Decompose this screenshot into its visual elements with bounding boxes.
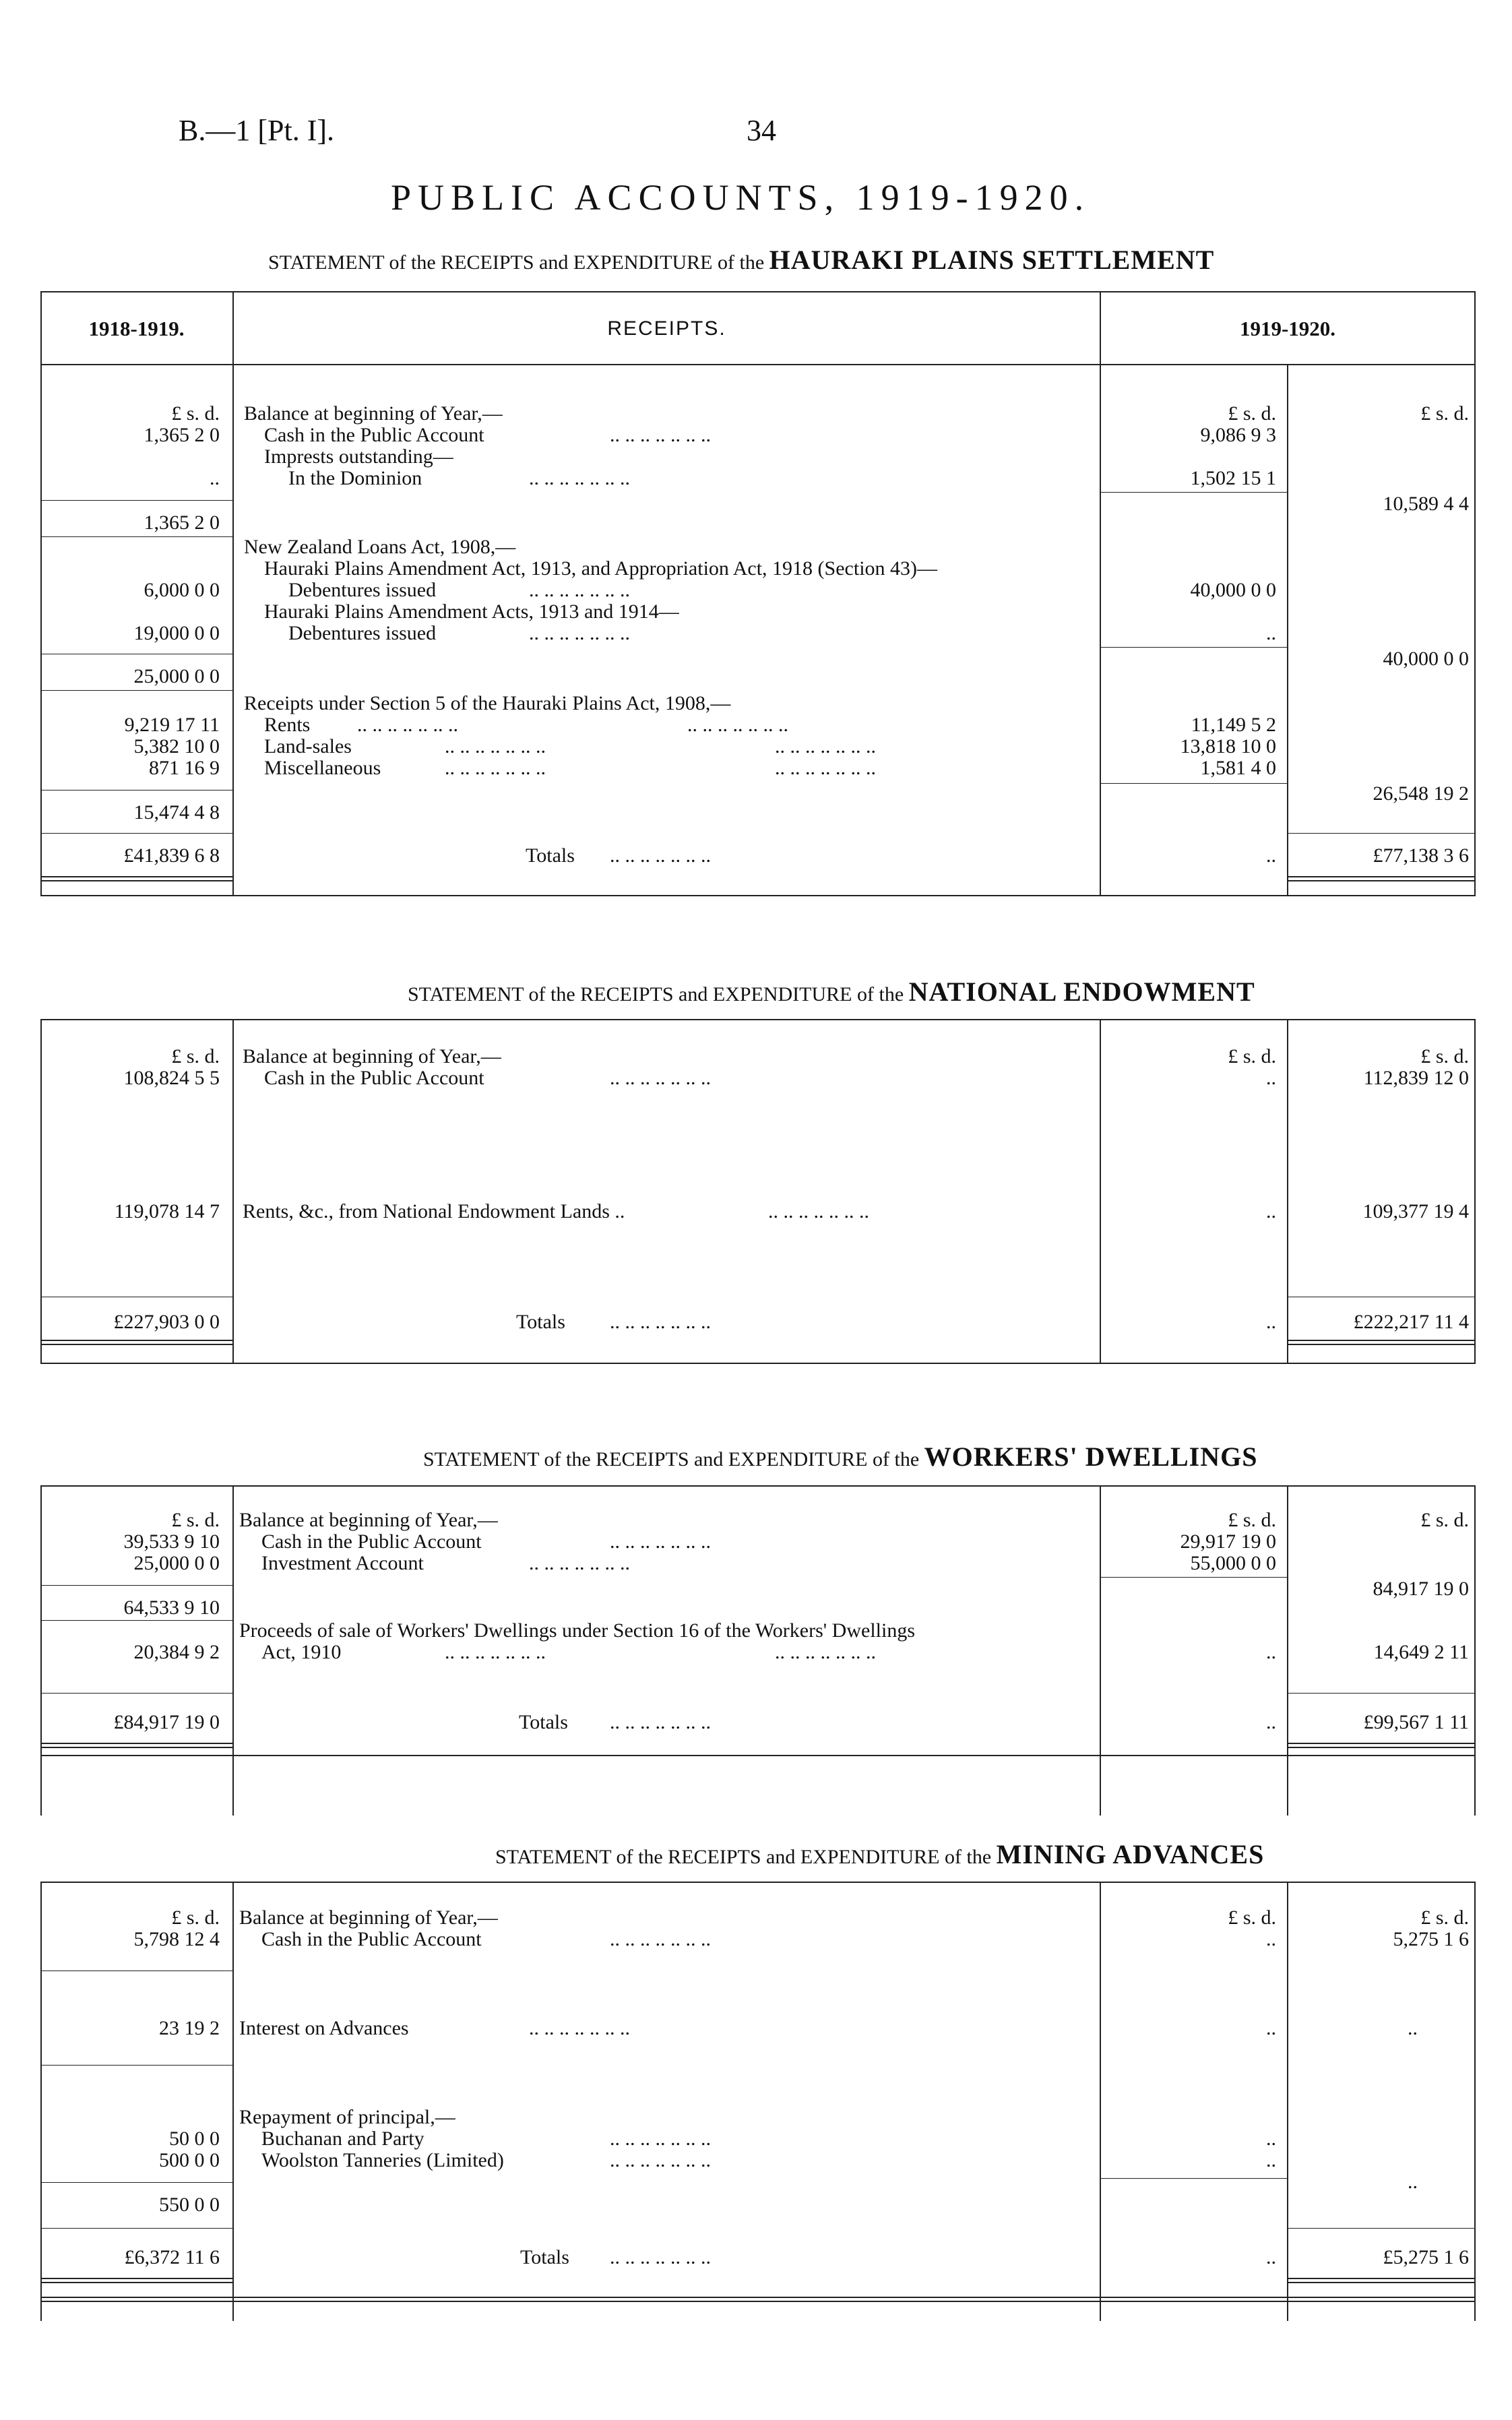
row-label: Balance at beginning of Year,— xyxy=(243,1045,501,1067)
rule xyxy=(1101,492,1287,493)
amount-b: .. xyxy=(1408,2017,1418,2039)
rule xyxy=(1288,833,1474,834)
amount-a: .. xyxy=(1266,622,1276,644)
amount-b: 14,649 2 11 xyxy=(1373,1641,1469,1663)
amount-a: 1,581 4 0 xyxy=(1200,757,1276,779)
leader-dots: .. .. .. .. .. .. .. xyxy=(610,844,711,867)
hauraki-title xyxy=(268,244,1214,276)
workers-title-name: WORKERS' DWELLINGS xyxy=(924,1441,1258,1472)
totals-label: Totals xyxy=(520,2246,569,2268)
totals-a: .. xyxy=(1266,1711,1276,1733)
prev-value: 50 0 0 xyxy=(169,2128,220,2150)
unit-b: £ s. d. xyxy=(1420,1906,1469,1929)
rule xyxy=(42,2065,232,2066)
document-code: B.—1 [Pt. I]. xyxy=(179,114,334,147)
leader-dots: .. .. .. .. .. .. .. xyxy=(768,1200,869,1222)
rule xyxy=(40,1882,1476,1883)
rule xyxy=(232,291,234,896)
leader-dots: .. .. .. .. .. .. .. xyxy=(445,757,546,779)
unit-prev: £ s. d. xyxy=(171,1906,220,1929)
unit-a: £ s. d. xyxy=(1228,1045,1276,1067)
rule xyxy=(40,2297,1476,2298)
amount-a: .. xyxy=(1266,1200,1276,1222)
amount-a: .. xyxy=(1266,2017,1276,2039)
row-label: Rents xyxy=(264,714,311,736)
rule xyxy=(1474,1485,1476,1816)
national-title xyxy=(408,976,1255,1007)
unit-b: £ s. d. xyxy=(1420,1509,1469,1531)
rule xyxy=(42,500,232,501)
rule xyxy=(42,1585,232,1586)
rule xyxy=(40,1019,42,1364)
rule xyxy=(1101,783,1287,784)
unit-a: £ s. d. xyxy=(1228,1906,1276,1929)
amount-a: 1,502 15 1 xyxy=(1190,467,1276,489)
amount-a: .. xyxy=(1266,1641,1276,1663)
amount-a: 55,000 0 0 xyxy=(1190,1552,1276,1574)
prev-subtotal: 64,533 9 10 xyxy=(123,1596,220,1619)
rule xyxy=(42,536,232,537)
rule xyxy=(1100,291,1101,896)
row-label: Hauraki Plains Amendment Act, 1913, and Appropriation Act, 1918 (Section 43)— xyxy=(264,557,938,580)
row-label: Land-sales xyxy=(264,735,352,757)
leader-dots: .. .. .. .. .. .. .. xyxy=(445,1641,546,1663)
national-title-prefix: STATEMENT of the RECEIPTS and EXPENDITURE of the xyxy=(408,983,904,1005)
rule xyxy=(42,1344,232,1345)
totals-a: .. xyxy=(1266,844,1276,867)
leader-dots: .. .. .. .. .. .. .. xyxy=(610,2128,711,2150)
leader-dots: .. .. .. .. .. .. .. xyxy=(529,1552,630,1574)
prev-value: 20,384 9 2 xyxy=(133,1641,220,1663)
leader-dots: .. .. .. .. .. .. .. xyxy=(610,1928,711,1950)
row-label: Interest on Advances xyxy=(239,2017,409,2039)
prev-subtotal: 25,000 0 0 xyxy=(133,665,220,687)
unit-a: £ s. d. xyxy=(1228,402,1276,425)
row-label: Cash in the Public Account xyxy=(264,424,484,446)
leader-dots: .. .. .. .. .. .. .. xyxy=(610,1311,711,1333)
prev-value: 5,382 10 0 xyxy=(133,735,220,757)
leader-dots: .. .. .. .. .. .. .. xyxy=(357,714,458,736)
leader-dots: .. .. .. .. .. .. .. xyxy=(775,735,876,757)
amount-a: .. xyxy=(1266,2128,1276,2150)
rule xyxy=(40,291,42,896)
rule xyxy=(42,1620,232,1621)
workers-title-prefix: STATEMENT of the RECEIPTS and EXPENDITURE of the xyxy=(423,1448,920,1470)
totals-b: £5,275 1 6 xyxy=(1383,2246,1469,2268)
prev-value: 23 19 2 xyxy=(159,2017,220,2039)
leader-dots: .. .. .. .. .. .. .. xyxy=(610,2246,711,2268)
row-label: Debentures issued xyxy=(288,622,437,644)
totals-b: £222,217 11 4 xyxy=(1353,1311,1469,1333)
leader-dots: .. .. .. .. .. .. .. xyxy=(610,1067,711,1089)
hauraki-title-prefix: STATEMENT of the RECEIPTS and EXPENDITURE of the xyxy=(268,251,765,274)
rule xyxy=(1101,1577,1287,1578)
unit-prev: £ s. d. xyxy=(171,1509,220,1531)
leader-dots: .. .. .. .. .. .. .. xyxy=(610,1711,711,1733)
prev-value: 25,000 0 0 xyxy=(133,1552,220,1574)
prev-value: 9,219 17 11 xyxy=(124,714,220,736)
amount-a: .. xyxy=(1266,1928,1276,1950)
rule xyxy=(232,1882,234,2321)
rule xyxy=(1287,1485,1288,1816)
mining-title-name: MINING ADVANCES xyxy=(996,1839,1265,1869)
row-label: Rents, &c., from National Endowment Lands .. xyxy=(243,1200,625,1222)
rule xyxy=(232,1485,234,1816)
rule xyxy=(40,1363,1476,1364)
rule xyxy=(1288,1344,1474,1345)
rule xyxy=(1100,1019,1101,1364)
row-label: New Zealand Loans Act, 1908,— xyxy=(244,536,516,558)
rule xyxy=(42,690,232,691)
rule xyxy=(40,1485,1476,1487)
rule xyxy=(40,1882,42,2321)
amount-a: .. xyxy=(1266,2149,1276,2171)
leader-dots: .. .. .. .. .. .. .. xyxy=(610,2149,711,2171)
rule xyxy=(1288,1693,1474,1694)
leader-dots: .. .. .. .. .. .. .. xyxy=(687,714,788,736)
rule xyxy=(1474,291,1476,896)
leader-dots: .. .. .. .. .. .. .. xyxy=(775,1641,876,1663)
hauraki-title-name: HAURAKI PLAINS SETTLEMENT xyxy=(769,245,1215,275)
leader-dots: .. .. .. .. .. .. .. xyxy=(610,424,711,446)
totals-label: Totals xyxy=(526,844,575,867)
rule xyxy=(42,876,232,877)
prev-value: 39,533 9 10 xyxy=(123,1530,220,1553)
totals-prev: £6,372 11 6 xyxy=(124,2246,220,2268)
rule xyxy=(1474,1882,1476,2321)
rule xyxy=(40,1019,1476,1020)
row-label: Debentures issued xyxy=(288,579,437,601)
rule xyxy=(1288,880,1474,881)
prev-value: 108,824 5 5 xyxy=(123,1067,220,1089)
prev-value: 5,798 12 4 xyxy=(133,1928,220,1950)
row-label: Cash in the Public Account xyxy=(261,1530,482,1553)
totals-b: £77,138 3 6 xyxy=(1373,844,1469,867)
amount-b: 84,917 19 0 xyxy=(1373,1578,1469,1600)
row-label: Miscellaneous xyxy=(264,757,381,779)
row-label: Imprests outstanding— xyxy=(264,445,453,468)
totals-a: .. xyxy=(1266,1311,1276,1333)
rule xyxy=(1101,2178,1287,2179)
rule xyxy=(1287,364,1288,896)
rule xyxy=(42,833,232,834)
rule xyxy=(40,2301,1476,2302)
rule xyxy=(1288,2282,1474,2283)
leader-dots: .. .. .. .. .. .. .. xyxy=(775,757,876,779)
row-label: Act, 1910 xyxy=(261,1641,342,1663)
row-label: Receipts under Section 5 of the Hauraki Plains Act, 1908,— xyxy=(244,692,731,714)
page-number: 34 xyxy=(747,114,776,147)
prev-value: .. xyxy=(210,467,220,489)
rule xyxy=(40,364,1476,365)
rule xyxy=(232,1019,234,1364)
row-label: Proceeds of sale of Workers' Dwellings under Section 16 of the Workers' Dwellings xyxy=(239,1619,915,1642)
amount-b: 40,000 0 0 xyxy=(1383,648,1469,670)
amount-b: 26,548 19 2 xyxy=(1373,782,1469,805)
unit-a: £ s. d. xyxy=(1228,1509,1276,1531)
totals-b: £99,567 1 11 xyxy=(1363,1711,1469,1733)
rule xyxy=(1288,1743,1474,1744)
row-label: Investment Account xyxy=(261,1552,424,1574)
unit-b: £ s. d. xyxy=(1420,402,1469,425)
rule xyxy=(1288,2228,1474,2229)
totals-label: Totals xyxy=(519,1711,568,1733)
rule xyxy=(42,1743,232,1744)
amount-a: 40,000 0 0 xyxy=(1190,579,1276,601)
mining-title-prefix: STATEMENT of the RECEIPTS and EXPENDITURE of the xyxy=(495,1846,992,1868)
leader-dots: .. .. .. .. .. .. .. xyxy=(610,1530,711,1553)
rule xyxy=(1474,1019,1476,1364)
rule xyxy=(42,1340,232,1341)
rule xyxy=(1100,1882,1101,2321)
prev-value: 500 0 0 xyxy=(159,2149,220,2171)
row-label: Cash in the Public Account xyxy=(261,1928,482,1950)
prev-value: 6,000 0 0 xyxy=(144,579,220,601)
rule xyxy=(40,1755,1476,1756)
amount-b: 109,377 19 4 xyxy=(1362,1200,1469,1222)
row-label: Balance at beginning of Year,— xyxy=(244,402,503,425)
rule xyxy=(1100,1485,1101,1816)
unit-prev: £ s. d. xyxy=(171,402,220,425)
rule xyxy=(42,2182,232,2183)
rule xyxy=(1287,1019,1288,1364)
amount-a: 13,818 10 0 xyxy=(1180,735,1276,757)
prev-subtotal: 550 0 0 xyxy=(159,2194,220,2216)
amount-b: 112,839 12 0 xyxy=(1363,1067,1469,1089)
totals-prev: £227,903 0 0 xyxy=(113,1311,220,1333)
totals-prev: £84,917 19 0 xyxy=(113,1711,220,1733)
rule xyxy=(42,1693,232,1694)
totals-prev: £41,839 6 8 xyxy=(123,844,220,867)
rule xyxy=(42,2278,232,2279)
rule xyxy=(1288,2278,1474,2279)
amount-a: 29,917 19 0 xyxy=(1180,1530,1276,1553)
prev-value: 1,365 2 0 xyxy=(144,424,220,446)
mining-title xyxy=(495,1838,1264,1870)
col-receipts: RECEIPTS. xyxy=(607,317,726,340)
rule xyxy=(1287,1882,1288,2321)
rule xyxy=(42,2282,232,2283)
prev-subtotal: 1,365 2 0 xyxy=(144,511,220,534)
amount-b: 5,275 1 6 xyxy=(1393,1928,1469,1950)
row-label: Woolston Tanneries (Limited) xyxy=(261,2149,504,2171)
row-label: Hauraki Plains Amendment Acts, 1913 and 1914— xyxy=(264,600,679,623)
leader-dots: .. .. .. .. .. .. .. xyxy=(529,622,630,644)
unit-b: £ s. d. xyxy=(1420,1045,1469,1067)
amount-b: 10,589 4 4 xyxy=(1383,493,1469,515)
amount-a: 9,086 9 3 xyxy=(1200,424,1276,446)
totals-a: .. xyxy=(1266,2246,1276,2268)
rule xyxy=(1288,1747,1474,1748)
totals-label: Totals xyxy=(516,1311,565,1333)
rule xyxy=(1101,647,1287,648)
row-label: Balance at beginning of Year,— xyxy=(239,1906,498,1929)
rule xyxy=(40,291,1476,292)
rule xyxy=(42,1747,232,1748)
page-title: PUBLIC ACCOUNTS, 1919-1920. xyxy=(391,177,1091,218)
rule xyxy=(40,1485,42,1816)
leader-dots: .. .. .. .. .. .. .. xyxy=(529,579,630,601)
rule xyxy=(1288,1340,1474,1341)
row-label: Balance at beginning of Year,— xyxy=(239,1509,498,1531)
row-label: Repayment of principal,— xyxy=(239,2106,455,2128)
rule xyxy=(1288,876,1474,877)
prev-subtotal: 15,474 4 8 xyxy=(133,801,220,824)
workers-title xyxy=(423,1441,1257,1472)
amount-a: .. xyxy=(1266,1067,1276,1089)
rule xyxy=(42,2228,232,2229)
leader-dots: .. .. .. .. .. .. .. xyxy=(529,467,630,489)
amount-b: .. xyxy=(1408,2171,1418,2193)
prev-value: 871 16 9 xyxy=(149,757,220,779)
row-label: Cash in the Public Account xyxy=(264,1067,484,1089)
row-label: In the Dominion xyxy=(288,467,422,489)
leader-dots: .. .. .. .. .. .. .. xyxy=(445,735,546,757)
unit-prev: £ s. d. xyxy=(171,1045,220,1067)
rule xyxy=(40,895,1476,896)
rule xyxy=(42,880,232,881)
national-title-name: NATIONAL ENDOWMENT xyxy=(908,976,1255,1007)
prev-value: 19,000 0 0 xyxy=(133,622,220,644)
col-curr-year: 1919-1920. xyxy=(1239,317,1336,340)
row-label: Buchanan and Party xyxy=(261,2128,424,2150)
col-prev-year: 1918-1919. xyxy=(88,317,185,340)
leader-dots: .. .. .. .. .. .. .. xyxy=(529,2017,630,2039)
amount-a: 11,149 5 2 xyxy=(1191,714,1276,736)
prev-value: 119,078 14 7 xyxy=(114,1200,220,1222)
